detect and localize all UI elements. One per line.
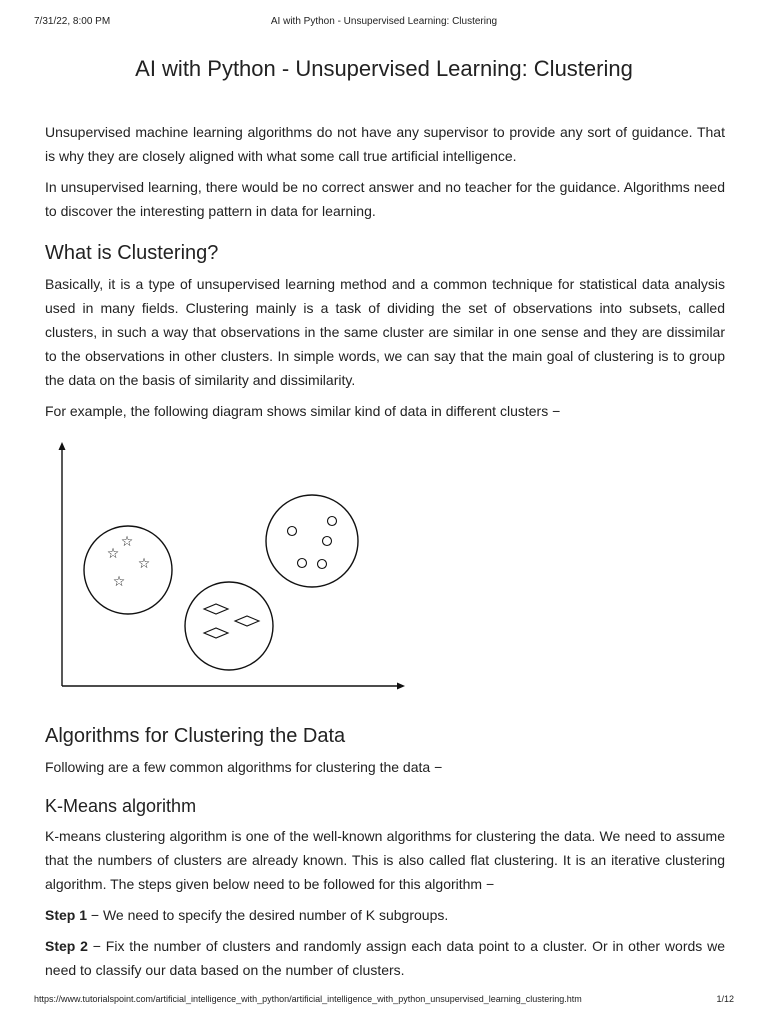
- cluster-boundary: [185, 582, 273, 670]
- diamond-marker: [204, 628, 228, 638]
- diamond-marker: [204, 604, 228, 614]
- intro-paragraph-1: Unsupervised machine learning algorithms do not have any supervisor to provide any sort of guidance. That is why they are closely aligned with what some call true artificial intelligence.: [45, 124, 725, 164]
- cluster-diamonds: [185, 582, 273, 670]
- kmeans-step-2: [45, 934, 725, 982]
- clustering-section: [45, 239, 725, 423]
- star-marker: ☆: [106, 545, 120, 561]
- step-1-text: − We need to specify the desired number of K subgroups.: [87, 907, 449, 923]
- clustering-paragraph-2: For example, the following diagram shows similar kind of data in different clusters −: [45, 403, 561, 419]
- kmeans-paragraph: K-means clustering algorithm is one of the well-known algorithms for clustering the data. We need to assume that the numbers of clusters are already known. This is also called flat clustering. It is an iterative clustering algorithm. The steps given below need to be followed for this algorithm −: [45, 828, 725, 892]
- cluster-stars: [84, 526, 172, 614]
- cluster-boundary: [266, 495, 358, 587]
- algorithms-section: [45, 722, 725, 779]
- kmeans-section: [45, 794, 725, 982]
- kmeans-step-1: [45, 903, 725, 927]
- diamond-marker: [235, 616, 259, 626]
- step-2-text: − Fix the number of clusters and randomly assign each data point to a cluster. Or in other words we need to classify our data based on the number of clusters.: [45, 938, 725, 978]
- circle-marker: [288, 527, 297, 536]
- intro-paragraph-2: In unsupervised learning, there would be no correct answer and no teacher for the guidance. Algorithms need to discover the interesting pattern in data for learning.: [45, 179, 725, 219]
- kmeans-heading: K-Means algorithm: [45, 796, 197, 816]
- circle-marker: [298, 559, 307, 568]
- circle-marker: [323, 537, 332, 546]
- cluster-diagram: [40, 434, 420, 696]
- algorithms-intro: Following are a few common algorithms for clustering the data −: [45, 759, 443, 775]
- y-axis: [59, 442, 66, 686]
- algorithms-heading: Algorithms for Clustering the Data: [45, 725, 346, 747]
- page-title: AI with Python - Unsupervised Learning: Clustering: [135, 56, 633, 81]
- intro-section: [45, 120, 725, 223]
- clustering-heading: What is Clustering?: [45, 242, 219, 264]
- print-datetime: 7/31/22, 8:00 PM: [34, 16, 111, 27]
- x-axis: [62, 683, 405, 690]
- footer-page-number: 1/12: [716, 994, 734, 1004]
- footer-url[interactable]: https://www.tutorialspoint.com/artificial_intelligence_with_python/artificial_intelligence_with_python_unsupervised_learning_clustering.htm: [34, 994, 582, 1004]
- step-1-label: Step 1: [45, 907, 88, 923]
- circle-marker: [318, 560, 327, 569]
- star-marker: ☆: [112, 573, 126, 589]
- print-footer: [34, 994, 734, 1008]
- step-2-label: Step 2: [45, 938, 88, 954]
- star-marker: ☆: [120, 533, 134, 549]
- print-doc-title: AI with Python - Unsupervised Learning: Clustering: [270, 16, 498, 27]
- clustering-paragraph-1: Basically, it is a type of unsupervised learning method and a common technique for statistical data analysis used in many fields. Clustering mainly is a task of dividing the set of observations into subsets, called clusters, in such a way that observations in the same cluster are similar in one sense and they are dissimilar to the observations in other clusters. In simple words, we can say that the main goal of clustering is to group the data on the basis of similarity and dissimilarity.: [45, 276, 725, 388]
- circle-marker: [328, 517, 337, 526]
- star-marker: ☆: [137, 555, 151, 571]
- cluster-circles: [266, 495, 358, 587]
- print-header: [34, 16, 734, 32]
